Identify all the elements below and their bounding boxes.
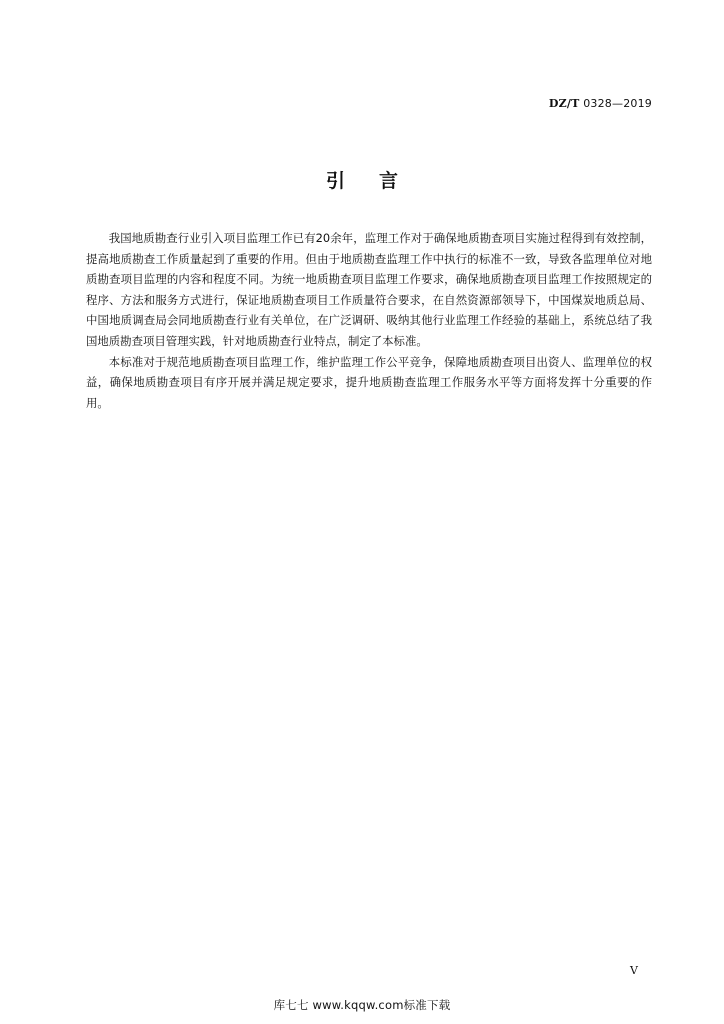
paragraph: 本标准对于规范地质勘查项目监理工作，维护监理工作公平竞争，保障地质勘查项目出资人、监理单位的权益，确保地质勘查项目有序开展并满足规定要求，提升地质勘查监理工作服务水平等方面将发挥十分重要的作用。	[86, 354, 652, 410]
page-title: 引言	[325, 170, 432, 192]
standard-number: 0328—2019	[583, 97, 652, 110]
standard-org: DZ/T	[548, 97, 580, 110]
footer-watermark: 库七七 www.kqqw.com标准下载	[273, 998, 451, 1012]
introduction-body	[86, 228, 652, 413]
standard-code	[549, 97, 652, 110]
page-number: V	[630, 964, 638, 977]
paragraph: 我国地质勘查行业引入项目监理工作已有20余年，监理工作对于确保地质勘查项目实施过程得到有效控制，提高地质勘查工作质量起到了重要的作用。但由于地质勘查监理工作中执行的标准不一致，导致各监理单位对地质勘查项目监理的内容和程度不同。为统一地质勘查项目监理工作要求，确保地质勘查项目监理工作按照规定的程序、方法和服务方式进行，保证地质勘查项目工作质量符合要求，在自然资源部领导下，中国煤炭地质总局、中国地质调查局会同地质勘查行业有关单位，在广泛调研、吸纳其他行业监理工作经验的基础上，系统总结了我国地质勘查项目管理实践，针对地质勘查行业特点，制定了本标准。	[86, 231, 652, 348]
